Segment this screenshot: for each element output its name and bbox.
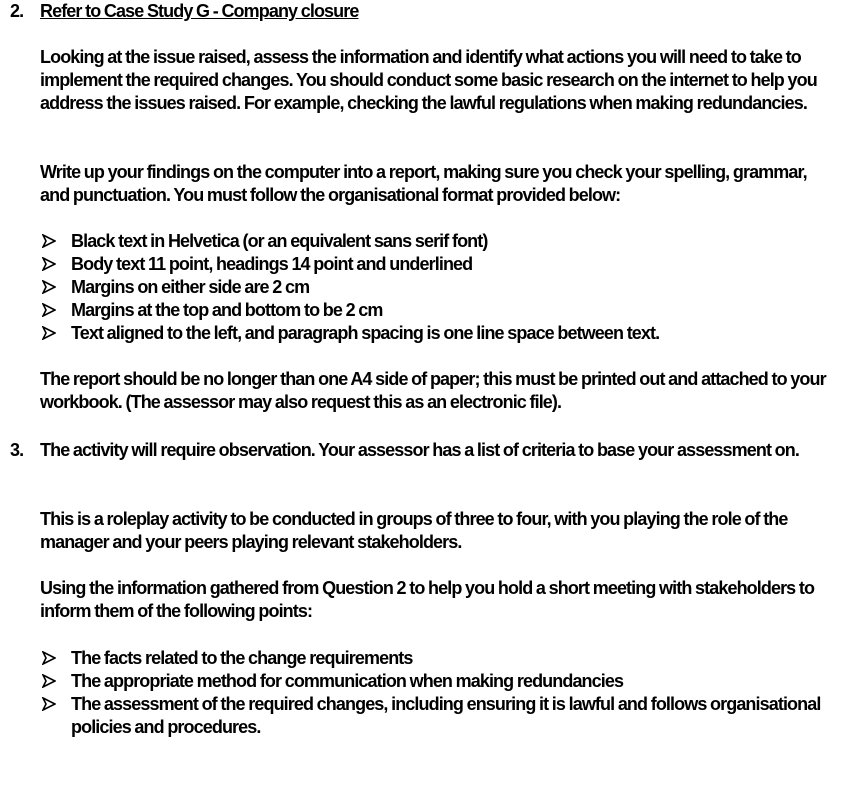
arrowhead-bullet-icon: [42, 674, 56, 688]
paragraph: [40, 161, 830, 207]
list-item-text: Black text in Helvetica (or an equivalent sans serif font): [71, 231, 488, 251]
arrowhead-bullet-icon: [42, 257, 56, 271]
points-list: [40, 647, 830, 739]
paragraph: [40, 577, 830, 623]
arrowhead-bullet-icon: [42, 234, 56, 248]
question-number: 3.: [10, 440, 24, 460]
list-item-text: Body text 11 point, headings 14 point and underlined: [71, 254, 473, 274]
instruction-text: Looking at the issue raised, assess the information and identify what actions you will need to take to implement the required changes. You should conduct some basic research on the internet to help you address the issues raised. For example, checking the lawful regulations when making redundancies.: [40, 47, 817, 113]
paragraph: [40, 46, 830, 115]
list-item-text: The appropriate method for communication when making redundancies: [71, 671, 624, 691]
paragraph: [40, 508, 830, 554]
list-item: [40, 693, 830, 739]
instruction-text: The report should be no longer than one A4 side of paper; this must be printed out and attached to your workbook. (The assessor may also request this as an electronic file).: [40, 369, 826, 412]
paragraph: [40, 368, 830, 414]
list-item: [40, 230, 830, 253]
list-item: [40, 299, 830, 322]
instruction-text: Using the information gathered from Question 2 to help you hold a short meeting with stakeholders to inform them of the following points:: [40, 578, 815, 621]
list-item: [40, 670, 830, 693]
format-list: [40, 230, 830, 345]
bullet-list: [40, 647, 830, 739]
list-item-text: The facts related to the change requirements: [71, 648, 413, 668]
arrowhead-bullet-icon: [42, 651, 56, 665]
arrowhead-bullet-icon: [42, 280, 56, 294]
arrowhead-bullet-icon: [42, 326, 56, 340]
bullet-list: [40, 230, 830, 345]
arrowhead-bullet-icon: [42, 697, 56, 711]
arrowhead-bullet-icon: [42, 303, 56, 317]
instruction-text: The activity will require observation. Your assessor has a list of criteria to base your assessment on.: [40, 440, 799, 460]
instruction-text: This is a roleplay activity to be conducted in groups of three to four, with you playing the role of the manager and your peers playing relevant stakeholders.: [40, 509, 788, 552]
case-study-heading: Refer to Case Study G - Company closure: [40, 1, 359, 21]
list-item: [40, 322, 830, 345]
question-heading: [40, 0, 830, 23]
list-item-text: Margins at the top and bottom to be 2 cm: [71, 300, 383, 320]
list-item-text: Text aligned to the left, and paragraph spacing is one line space between text.: [71, 323, 660, 343]
list-item-text: Margins on either side are 2 cm: [71, 277, 310, 297]
instruction-text: Write up your findings on the computer into a report, making sure you check your spelling, grammar, and punctuation. You must follow the organisational format provided below:: [40, 162, 807, 205]
paragraph: [40, 439, 830, 462]
list-item-text: The assessment of the required changes, including ensuring it is lawful and follows organisational policies and procedures.: [71, 694, 821, 737]
question-number: 2.: [10, 1, 24, 21]
list-item: [40, 647, 830, 670]
list-item: [40, 253, 830, 276]
list-item: [40, 276, 830, 299]
